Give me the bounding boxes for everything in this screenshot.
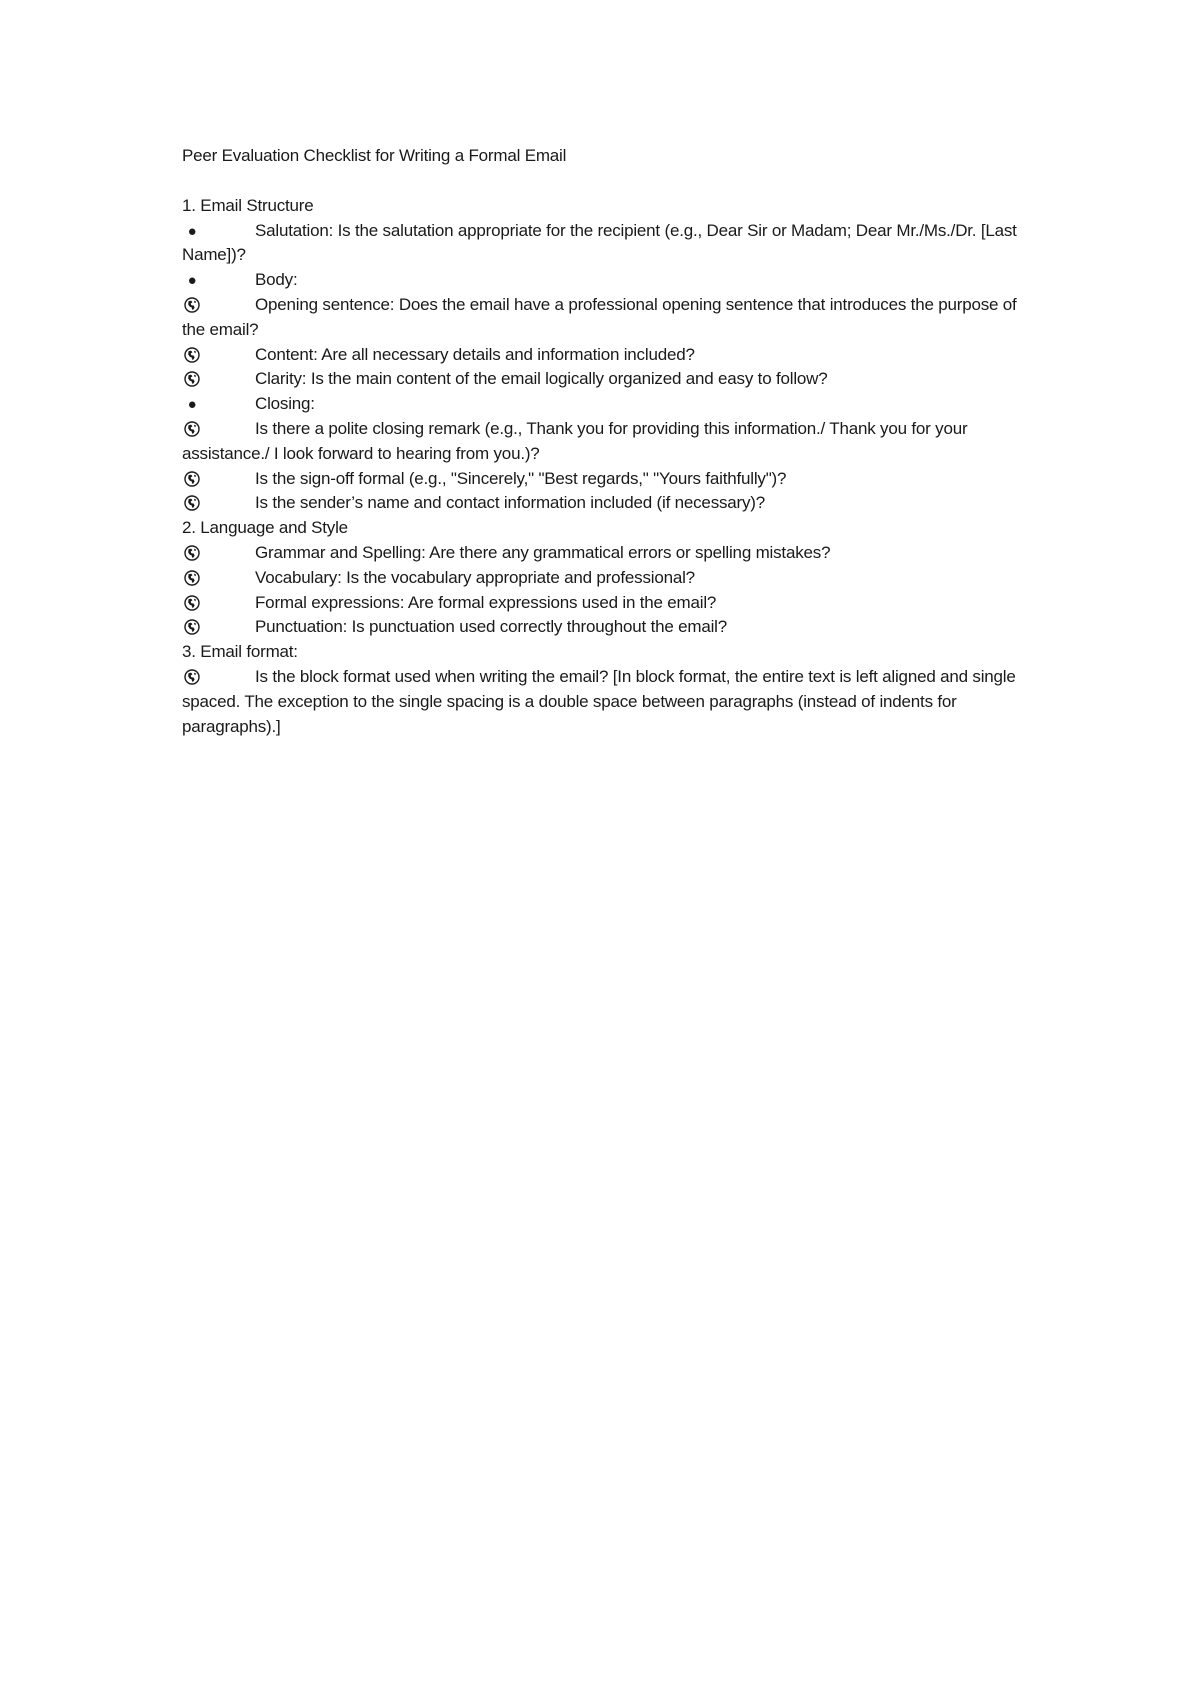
checklist-item bbox=[182, 268, 1022, 293]
section-heading: 1. Email Structure bbox=[182, 195, 314, 215]
checklist-item-text: Is the sign-off formal (e.g., "Sincerely," "Best regards," "Yours faithfully")? bbox=[255, 468, 787, 488]
checklist-item bbox=[182, 343, 1022, 368]
checklist-item-text: Opening sentence: Does the email have a professional opening sentence that introduces the purpose of the email? bbox=[182, 294, 1017, 339]
globe-icon bbox=[184, 570, 200, 586]
checklist-item-text: Punctuation: Is punctuation used correctly throughout the email? bbox=[255, 617, 727, 637]
section-heading: 2. Language and Style bbox=[182, 518, 348, 538]
checklist-item bbox=[182, 367, 1022, 392]
bullet-dot-icon: ● bbox=[187, 272, 197, 290]
checklist-item-text: Body: bbox=[255, 270, 298, 290]
globe-icon bbox=[182, 591, 202, 619]
globe-icon bbox=[184, 495, 200, 511]
checklist-item bbox=[182, 541, 1022, 566]
globe-icon bbox=[184, 595, 200, 611]
globe-icon bbox=[182, 343, 202, 371]
checklist-item-text: Closing: bbox=[255, 394, 315, 414]
checklist-item bbox=[182, 566, 1022, 591]
checklist-item bbox=[182, 615, 1022, 640]
globe-icon bbox=[182, 615, 202, 643]
checklist-item bbox=[182, 417, 1022, 467]
globe-icon bbox=[182, 467, 202, 495]
globe-icon bbox=[182, 541, 202, 569]
checklist-item-text: Clarity: Is the main content of the email logically organized and easy to follow? bbox=[255, 369, 828, 389]
checklist-item bbox=[182, 491, 1022, 516]
globe-icon bbox=[184, 471, 200, 487]
globe-icon bbox=[182, 665, 202, 693]
document-title: Peer Evaluation Checklist for Writing a Formal Email bbox=[182, 146, 567, 165]
globe-icon bbox=[182, 367, 202, 395]
globe-icon bbox=[182, 417, 202, 445]
globe-icon bbox=[184, 347, 200, 363]
checklist-item bbox=[182, 219, 1022, 269]
document-page bbox=[182, 144, 1022, 739]
globe-icon bbox=[182, 491, 202, 519]
globe-icon bbox=[184, 669, 200, 685]
globe-icon bbox=[184, 371, 200, 387]
globe-icon bbox=[184, 619, 200, 635]
checklist-item-text: Salutation: Is the salutation appropriate for the recipient (e.g., Dear Sir or Madam; Dear Mr./Ms./Dr. [Last Name])? bbox=[182, 220, 1017, 265]
section-heading: 3. Email format: bbox=[182, 642, 298, 662]
checklist-item bbox=[182, 392, 1022, 417]
checklist-item-text: Is the block format used when writing the email? [In block format, the entire text is left aligned and single spaced. The exception to the single spacing is a double space between paragraphs (instead of indents for paragraphs).] bbox=[182, 666, 1016, 736]
globe-icon bbox=[184, 545, 200, 561]
checklist-item-text: Is the sender’s name and contact information included (if necessary)? bbox=[255, 493, 766, 513]
globe-icon bbox=[184, 421, 200, 437]
checklist-item-text: Vocabulary: Is the vocabulary appropriate and professional? bbox=[255, 567, 695, 587]
checklist-item-text: Formal expressions: Are formal expressions used in the email? bbox=[255, 592, 717, 612]
checklist-item bbox=[182, 665, 1022, 739]
checklist-item-text: Grammar and Spelling: Are there any grammatical errors or spelling mistakes? bbox=[255, 542, 831, 562]
globe-icon bbox=[184, 297, 200, 313]
globe-icon bbox=[182, 566, 202, 594]
checklist-item bbox=[182, 293, 1022, 343]
checklist-body bbox=[182, 194, 1022, 740]
checklist-item-text: Content: Are all necessary details and information included? bbox=[255, 344, 695, 364]
bullet-dot-icon: ● bbox=[187, 222, 197, 240]
globe-icon bbox=[182, 293, 202, 321]
checklist-item bbox=[182, 591, 1022, 616]
bullet-dot-icon: ● bbox=[187, 396, 197, 414]
checklist-item-text: Is there a polite closing remark (e.g., Thank you for providing this information./ Thank you for your assistance./ I look forward to hearing from you.)? bbox=[182, 418, 968, 463]
checklist-item bbox=[182, 467, 1022, 492]
